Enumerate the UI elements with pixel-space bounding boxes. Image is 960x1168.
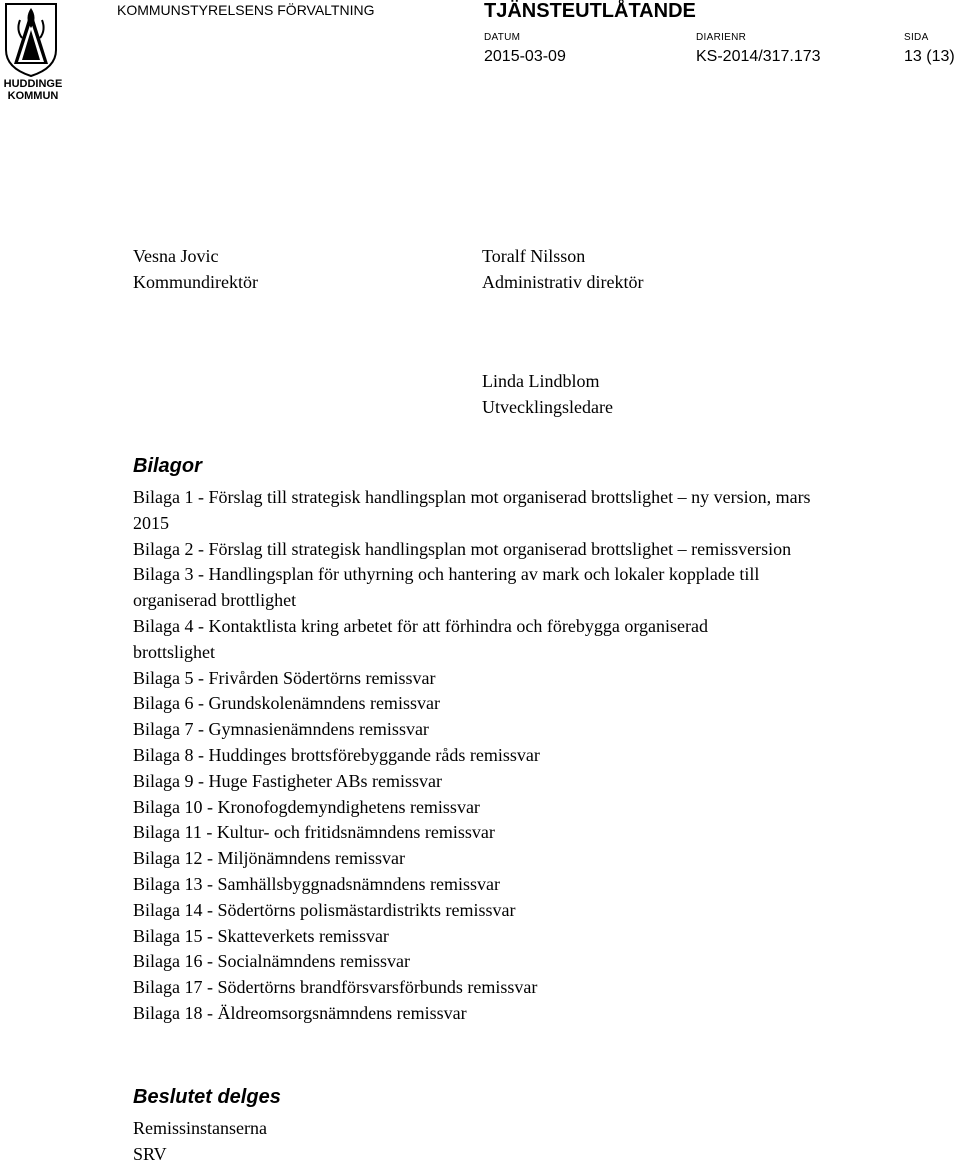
signatory-title: Administrativ direktör <box>482 271 644 292</box>
recipient: SRV <box>133 1143 167 1164</box>
attachment-item: Bilaga 18 - Äldreomsorgsnämndens remissvar <box>133 1002 467 1023</box>
attachments-heading: Bilagor <box>133 455 202 477</box>
signature-block <box>482 369 613 421</box>
attachment-item: Bilaga 10 - Kronofogdemyndighetens remissvar <box>133 796 480 817</box>
attachment-item: Bilaga 16 - Socialnämndens remissvar <box>133 951 410 972</box>
signature-block <box>133 244 258 296</box>
attachment-item: Bilaga 9 - Huge Fastigheter ABs remissvar <box>133 770 442 791</box>
logo-text-line: HUDDINGE <box>3 78 63 90</box>
attachment-item: Bilaga 2 - Förslag till strategisk handlingsplan mot organiserad brottslighet – remissversion <box>133 538 792 559</box>
attachment-item: Bilaga 6 - Grundskolenämndens remissvar <box>133 693 440 714</box>
logo-wordmark <box>0 78 66 102</box>
attachment-item: Bilaga 15 - Skatteverkets remissvar <box>133 925 389 946</box>
recipient: Remissinstanserna <box>133 1118 267 1138</box>
page-value: 13 (13) <box>904 48 955 65</box>
signatory-name: Linda Lindblom <box>482 371 600 391</box>
ref-value: KS-2014/317.173 <box>696 48 821 65</box>
attachment-item: Bilaga 7 - Gymnasienämndens remissvar <box>133 719 429 740</box>
distribution-heading: Beslutet delges <box>133 1086 281 1108</box>
date-label: DATUM <box>484 32 521 43</box>
attachment-item: Bilaga 3 - Handlingsplan för uthyrning och hantering av mark och lokaler kopplade till organiserad brottlighet <box>133 564 760 611</box>
attachment-item: Bilaga 11 - Kultur- och fritidsnämndens remissvar <box>133 822 495 843</box>
attachment-item: Bilaga 4 - Kontaktlista kring arbetet för att förhindra och förebygga organiserad brottslighet <box>133 615 708 662</box>
signatory-name: Vesna Jovic <box>133 246 219 266</box>
attachment-item: Bilaga 12 - Miljönämndens remissvar <box>133 848 405 869</box>
signatory-title: Utvecklingsledare <box>482 396 613 417</box>
attachment-item: Bilaga 8 - Huddinges brottsförebyggande råds remissvar <box>133 744 540 765</box>
signatory-title: Kommundirektör <box>133 271 258 292</box>
org-name: KOMMUNSTYRELSENS FÖRVALTNING <box>117 2 375 18</box>
attachment-item: Bilaga 5 - Frivården Södertörns remissvar <box>133 667 436 688</box>
attachment-item: Bilaga 17 - Södertörns brandförsvarsförbunds remissvar <box>133 977 538 998</box>
page-label: SIDA <box>904 32 929 43</box>
attachments-list <box>133 485 933 1027</box>
signatory-name: Toralf Nilsson <box>482 246 586 266</box>
distribution-list <box>133 1116 267 1168</box>
signature-block <box>482 244 643 296</box>
attachment-item: Bilaga 14 - Södertörns polismästardistrikts remissvar <box>133 899 516 920</box>
attachment-item: Bilaga 13 - Samhällsbyggnadsnämndens remissvar <box>133 873 500 894</box>
date-value: 2015-03-09 <box>484 48 566 65</box>
document-type: TJÄNSTEUTLÅTANDE <box>484 0 696 22</box>
ref-label: DIARIENR <box>696 32 747 43</box>
attachment-item: Bilaga 1 - Förslag till strategisk handlingsplan mot organiserad brottslighet – ny version, mars 2015 <box>133 487 811 533</box>
logo-text-line: KOMMUN <box>7 90 59 102</box>
